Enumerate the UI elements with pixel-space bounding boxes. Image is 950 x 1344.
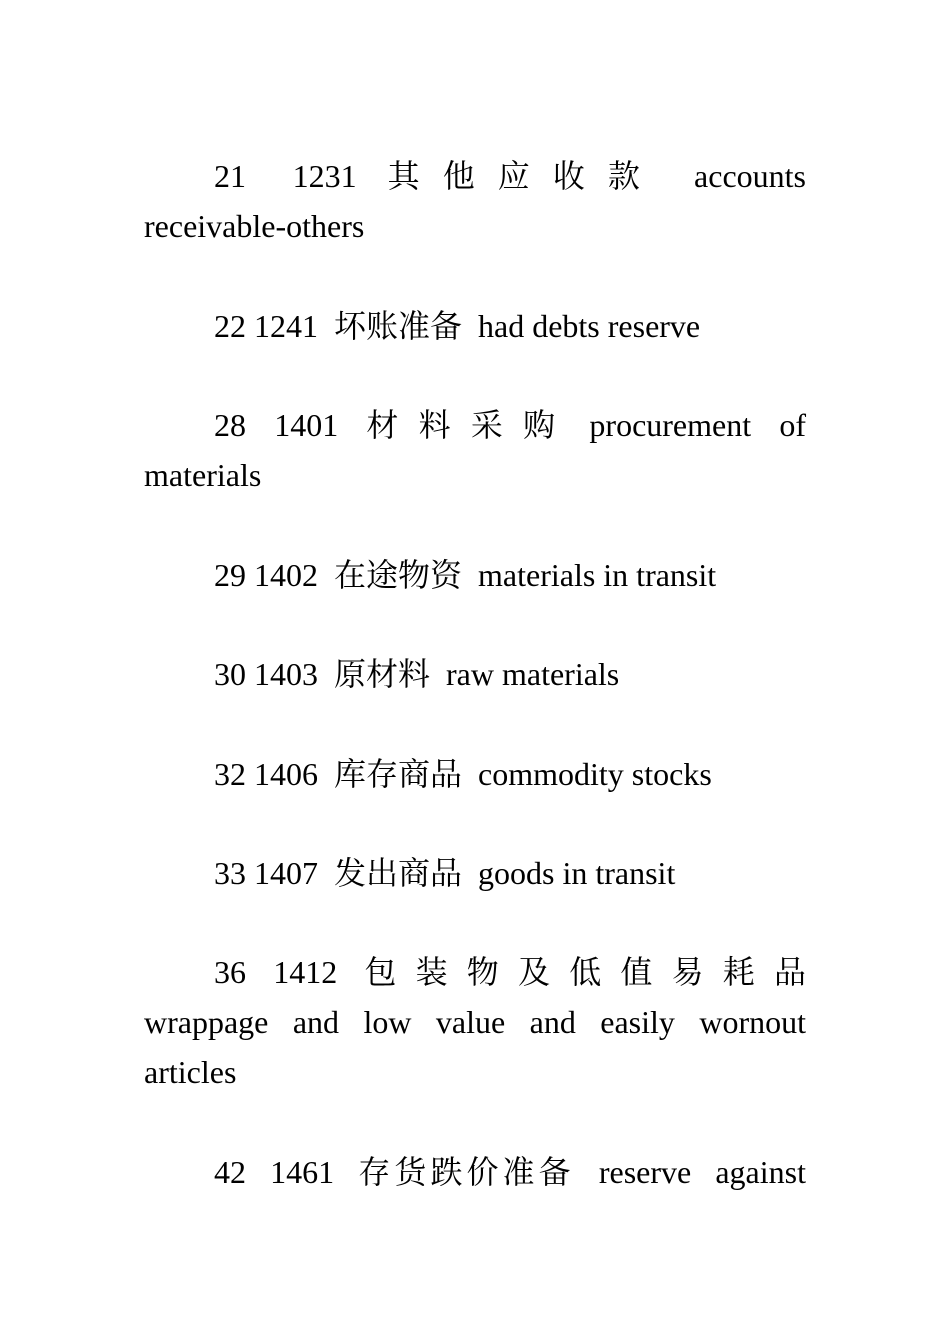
entry-22-bad-debts-reserve: 22 1241 坏账准备 had debts reserve bbox=[214, 308, 701, 344]
entry-33-goods-in-transit: 33 1407 发出商品 goods in transit bbox=[214, 855, 676, 891]
entry-32-commodity-stocks: 32 1406 库存商品 commodity stocks bbox=[214, 756, 712, 792]
entry-36-wrappage-and-low-value-articles: 36 1412 包 装 物 及 低 值 易 耗 品 wrappage and low value and easily wornout articles bbox=[144, 954, 814, 1090]
entry-21-accounts-receivable-others: 21 1231 其 他 应 收 款 accounts receivable-others bbox=[144, 158, 814, 244]
entry-28-procurement-of-materials: 28 1401 材 料 采 购 procurement of materials bbox=[144, 407, 814, 493]
entry-30-raw-materials: 30 1403 原材料 raw materials bbox=[214, 656, 620, 692]
entry-42-inventory-impairment-reserve: 42 1461 存货跌价准备 reserve against bbox=[214, 1154, 806, 1190]
entry-29-materials-in-transit: 29 1402 在途物资 materials in transit bbox=[214, 557, 717, 593]
